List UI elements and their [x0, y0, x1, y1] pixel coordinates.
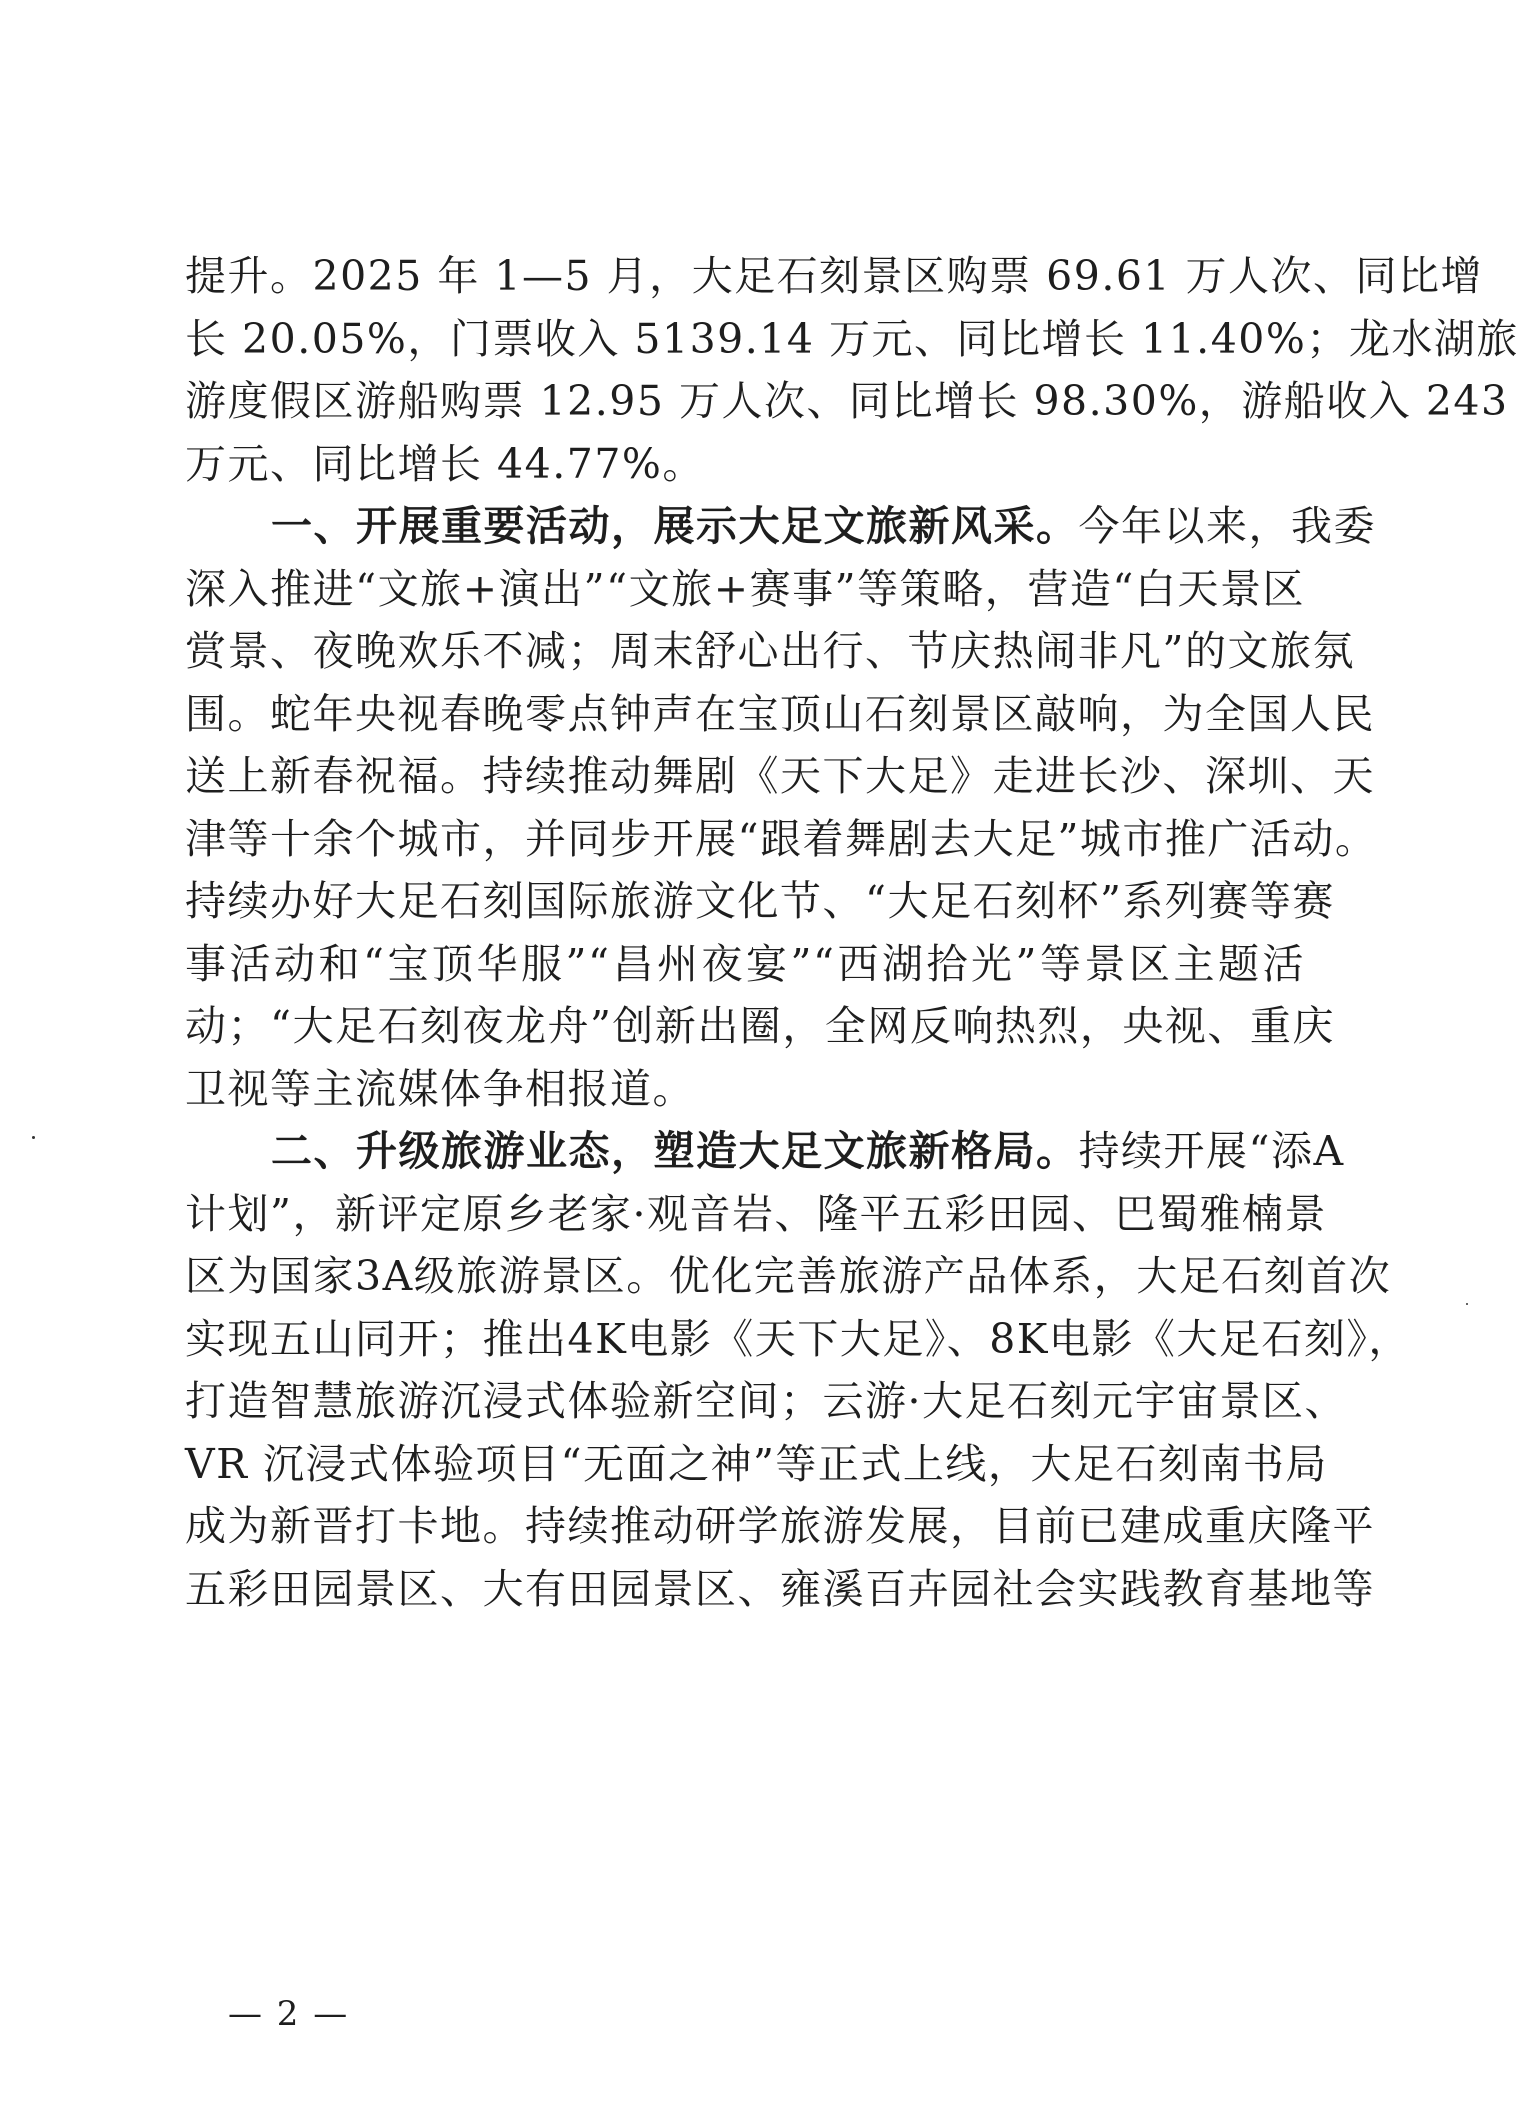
- paragraph-3-line-3: 区为国家3A级旅游景区。优化完善旅游产品体系，大足石刻首次: [185, 1252, 1392, 1300]
- scan-speck: [32, 1136, 35, 1139]
- paragraph-3-line-6: VR 沉浸式体验项目“无面之神”等正式上线，大足石刻南书局: [185, 1439, 1328, 1488]
- paragraph-2-line-1-rest: 今年以来，我委: [1078, 502, 1376, 550]
- paragraph-3-line-2: 计划”，新评定原乡老家·观音岩、隆平五彩田园、巴蜀雅楠景: [185, 1189, 1327, 1238]
- paragraph-2-line-4: 围。蛇年央视春晚零点钟声在宝顶山石刻景区敲响，为全国人民: [185, 689, 1375, 738]
- paragraph-3-line-8: 五彩田园景区、大有田园景区、雍溪百卉园社会实践教育基地等: [185, 1564, 1375, 1613]
- scan-speck: [1466, 1303, 1468, 1305]
- paragraph-3-line-4: 实现五山同开；推出4K电影《天下大足》、8K电影《大足石刻》，: [185, 1314, 1411, 1363]
- paragraph-1-line-3: 游度假区游船购票 12.95 万人次、同比增长 98.30%，游船收入 243: [185, 377, 1509, 425]
- paragraph-2-line-7: 持续办好大足石刻国际旅游文化节、“大足石刻杯”系列赛等赛: [185, 877, 1335, 925]
- paragraph-1-line-4: 万元、同比增长 44.77%。: [185, 439, 705, 488]
- section-heading-1: 一、开展重要活动，展示大足文旅新风采。: [271, 502, 1079, 550]
- paragraph-2-line-8: 事活动和“宝顶华服”“昌州夜宴”“西湖拾光”等景区主题活: [185, 939, 1305, 988]
- body-text: [185, 245, 1519, 1620]
- paragraph-2-line-5: 送上新春祝福。持续推动舞剧《天下大足》走进长沙、深圳、天: [185, 752, 1375, 800]
- paragraph-2-line-9: 动；“大足石刻夜龙舟”创新出圈，全网反响热烈，央视、重庆: [185, 1002, 1335, 1050]
- paragraph-1-line-1: 提升。2025 年 1—5 月，大足石刻景区购票 69.61 万人次、同比增: [185, 252, 1484, 300]
- paragraph-2-line-1: [185, 495, 1376, 558]
- page-number: — 2 —: [228, 1994, 350, 2034]
- paragraph-1-line-2: 长 20.05%，门票收入 5139.14 万元、同比增长 11.40%；龙水湖旅: [185, 314, 1519, 363]
- paragraph-2-line-3: 赏景、夜晚欢乐不减；周末舒心出行、节庆热闹非凡”的文旅氛: [185, 627, 1355, 675]
- paragraph-3-line-1-rest: 持续开展“添A: [1078, 1127, 1345, 1175]
- paragraph-3-line-7: 成为新晋打卡地。持续推动研学旅游发展，目前已建成重庆隆平: [185, 1502, 1375, 1550]
- paragraph-3-line-1: [185, 1120, 1345, 1183]
- paragraph-2-line-10: 卫视等主流媒体争相报道。: [185, 1064, 695, 1113]
- section-heading-2: 二、升级旅游业态，塑造大足文旅新格局。: [271, 1127, 1079, 1175]
- paragraph-2-line-2: 深入推进“文旅+演出”“文旅+赛事”等策略，营造“白天景区: [185, 564, 1305, 613]
- paragraph-3-line-5: 打造智慧旅游沉浸式体验新空间；云游·大足石刻元宇宙景区、: [185, 1377, 1348, 1425]
- paragraph-2-line-6: 津等十余个城市，并同步开展“跟着舞剧去大足”城市推广活动。: [185, 814, 1378, 863]
